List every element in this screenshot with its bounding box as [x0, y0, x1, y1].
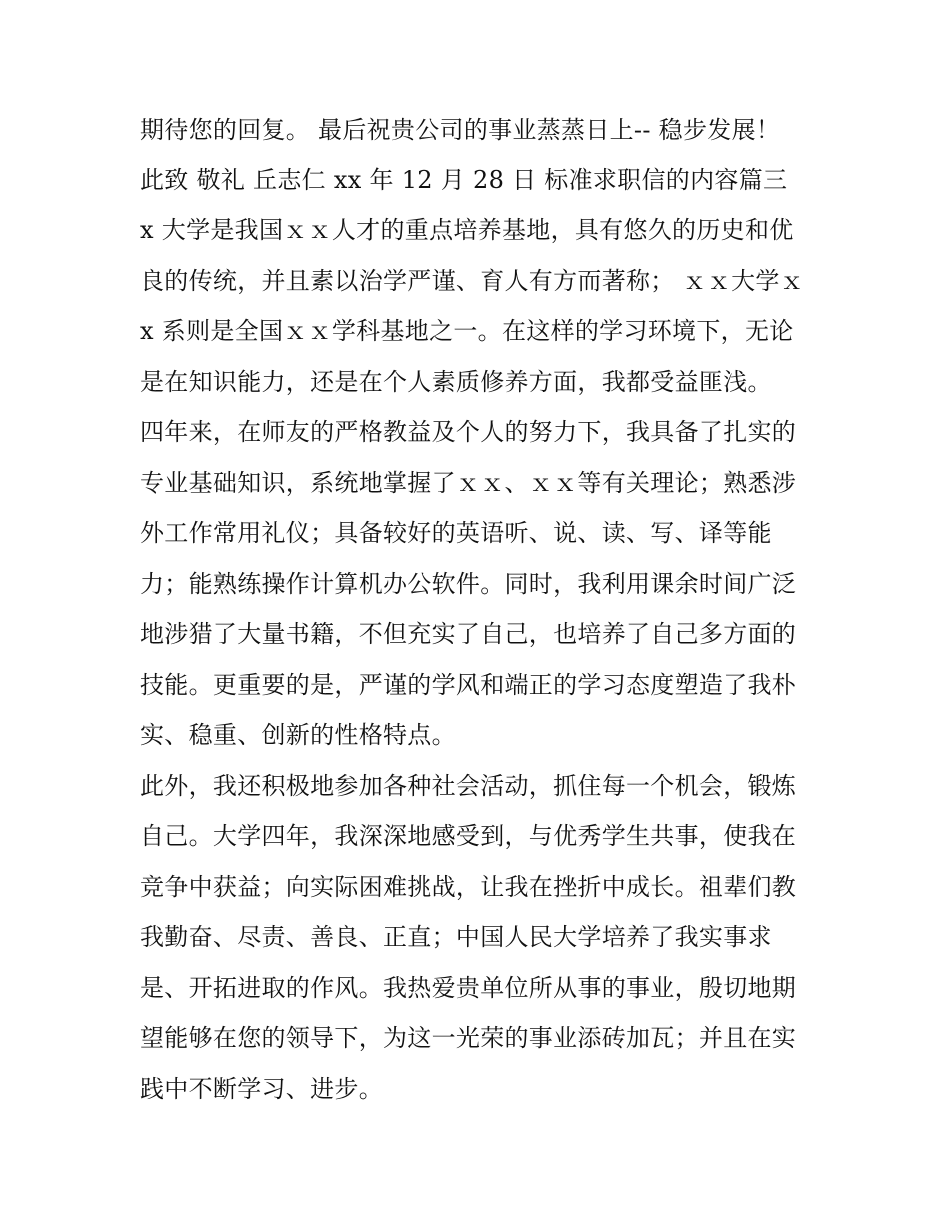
text-line: 此致 敬礼 丘志仁 xx 年 12 月 28 日 标准求职信的内容篇三: [140, 166, 788, 194]
text-line: 专业基础知识，系统地掌握了ｘｘ、ｘｘ等有关理论；熟悉涉: [140, 469, 797, 497]
text-line: 实、稳重、创新的性格特点。: [140, 721, 456, 749]
text-line: 我勤奋、尽责、善良、正直；中国人民大学培养了我实事求: [140, 923, 772, 951]
text-line: x 大学是我国ｘｘ人才的重点培养基地，具有悠久的历史和优: [140, 216, 794, 244]
text-line: 良的传统，并且素以治学严谨、育人有方而著称； ｘｘ大学ｘ: [140, 267, 805, 295]
text-line: 此外，我还积极地参加各种社会活动，抓住每一个机会，锻炼: [140, 772, 797, 800]
text-line: 自己。大学四年，我深深地感受到，与优秀学生共事，使我在: [140, 822, 797, 850]
text-line: 期待您的回复。 最后祝贵公司的事业蒸蒸日上-- 稳步发展！: [140, 116, 781, 144]
text-line: 外工作常用礼仪；具备较好的英语听、说、读、写、译等能: [140, 519, 772, 547]
text-line: 力；能熟练操作计算机办公软件。同时，我利用课余时间广泛: [140, 570, 797, 598]
text-line: 是、开拓进取的作风。我热爱贵单位所从事的事业，殷切地期: [140, 974, 797, 1002]
text-line: 望能够在您的领导下，为这一光荣的事业添砖加瓦；并且在实: [140, 1024, 797, 1052]
text-line: 四年来，在师友的严格教益及个人的努力下，我具备了扎实的: [140, 418, 797, 446]
text-line: 地涉猎了大量书籍，不但充实了自己，也培养了自己多方面的: [140, 620, 797, 648]
text-line: 竞争中获益；向实际困难挑战，让我在挫折中成长。祖辈们教: [140, 873, 797, 901]
text-line: x 系则是全国ｘｘ学科基地之一。在这样的学习环境下，无论: [140, 317, 794, 345]
text-line: 技能。更重要的是，严谨的学风和端正的学习态度塑造了我朴: [140, 671, 797, 699]
text-line: 是在知识能力，还是在个人素质修养方面，我都受益匪浅。: [140, 368, 772, 396]
text-line: 践中不断学习、进步。: [140, 1075, 383, 1103]
